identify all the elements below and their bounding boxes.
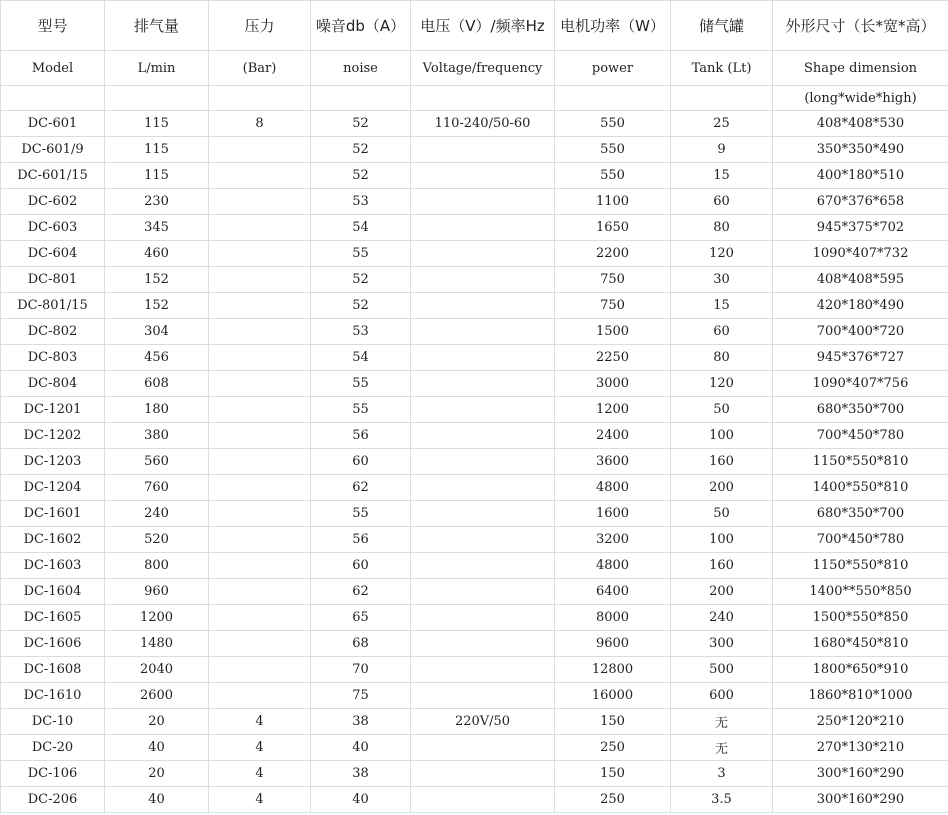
cell-noise: 60	[311, 449, 411, 475]
cell-voltage-frequency	[411, 657, 555, 683]
cell-dimensions: Shape dimension	[773, 51, 948, 86]
cell-voltage-frequency: Voltage/frequency	[411, 51, 555, 86]
cell-model: DC-206	[1, 787, 105, 813]
cell-motor-power: 150	[555, 761, 671, 787]
cell-noise: 52	[311, 111, 411, 137]
cell-voltage-frequency	[411, 475, 555, 501]
cell-dimensions: 1860*810*1000	[773, 683, 948, 709]
cell-pressure	[209, 189, 311, 215]
cell-pressure	[209, 579, 311, 605]
cell-pressure	[209, 163, 311, 189]
cell-pressure	[209, 449, 311, 475]
cell-noise: 62	[311, 579, 411, 605]
cell-tank: 80	[671, 345, 773, 371]
cell-tank: 50	[671, 397, 773, 423]
table-row	[1, 553, 948, 579]
cell-dimensions: 1150*550*810	[773, 449, 948, 475]
cell-tank: Tank (Lt)	[671, 51, 773, 86]
cell-voltage-frequency	[411, 397, 555, 423]
cell-tank: 3.5	[671, 787, 773, 813]
cell-motor-power: 150	[555, 709, 671, 735]
cell-model: DC-601/9	[1, 137, 105, 163]
table-row	[1, 709, 948, 735]
cell-pressure	[209, 267, 311, 293]
cell-noise: 54	[311, 345, 411, 371]
cell-motor-power: 2200	[555, 241, 671, 267]
cell-dimensions: 1800*650*910	[773, 657, 948, 683]
cell-voltage-frequency	[411, 735, 555, 761]
table-row	[1, 683, 948, 709]
table-row	[1, 397, 948, 423]
cell-noise: 56	[311, 527, 411, 553]
cell-dimensions: 1400*550*810	[773, 475, 948, 501]
cell-voltage-frequency	[411, 579, 555, 605]
cell-displacement: 115	[105, 163, 209, 189]
cell-dimensions: 700*450*780	[773, 423, 948, 449]
cell-noise: 53	[311, 319, 411, 345]
cell-dimensions: 1680*450*810	[773, 631, 948, 657]
cell-voltage-frequency	[411, 293, 555, 319]
cell-noise: 38	[311, 761, 411, 787]
cell-displacement: 800	[105, 553, 209, 579]
cell-pressure: 4	[209, 735, 311, 761]
cell-voltage-frequency	[411, 319, 555, 345]
cell-pressure: 8	[209, 111, 311, 137]
cell-tank: 160	[671, 553, 773, 579]
cell-tank: 25	[671, 111, 773, 137]
cell-displacement: 1200	[105, 605, 209, 631]
table-row	[1, 735, 948, 761]
cell-model: DC-802	[1, 319, 105, 345]
cell-pressure	[209, 553, 311, 579]
cell-pressure: 压力	[209, 1, 311, 51]
cell-displacement: 152	[105, 293, 209, 319]
cell-dimensions: 700*450*780	[773, 527, 948, 553]
cell-motor-power: 2400	[555, 423, 671, 449]
cell-voltage-frequency: 电压（V）/频率Hz	[411, 1, 555, 51]
cell-motor-power: 6400	[555, 579, 671, 605]
cell-dimensions: 408*408*530	[773, 111, 948, 137]
cell-displacement: 2040	[105, 657, 209, 683]
cell-tank: 无	[671, 709, 773, 735]
cell-displacement: 115	[105, 137, 209, 163]
table-row	[1, 631, 948, 657]
header-row-chinese	[1, 1, 948, 51]
cell-model: DC-1604	[1, 579, 105, 605]
cell-dimensions: 420*180*490	[773, 293, 948, 319]
cell-tank: 100	[671, 423, 773, 449]
cell-noise: 噪音db（A）	[311, 1, 411, 51]
cell-voltage-frequency	[411, 345, 555, 371]
cell-noise: 38	[311, 709, 411, 735]
cell-dimensions: 1090*407*756	[773, 371, 948, 397]
cell-dimensions: 408*408*595	[773, 267, 948, 293]
cell-pressure	[209, 683, 311, 709]
cell-displacement: 152	[105, 267, 209, 293]
cell-motor-power: 3600	[555, 449, 671, 475]
cell-noise: 68	[311, 631, 411, 657]
cell-noise: 65	[311, 605, 411, 631]
cell-displacement: 20	[105, 761, 209, 787]
cell-tank: 120	[671, 371, 773, 397]
cell-motor-power: 4800	[555, 475, 671, 501]
cell-displacement	[105, 86, 209, 111]
cell-model	[1, 86, 105, 111]
cell-noise: 54	[311, 215, 411, 241]
table-row	[1, 345, 948, 371]
cell-noise: 52	[311, 293, 411, 319]
cell-model: DC-1610	[1, 683, 105, 709]
cell-pressure	[209, 423, 311, 449]
cell-model: DC-801	[1, 267, 105, 293]
cell-voltage-frequency	[411, 137, 555, 163]
cell-motor-power	[555, 86, 671, 111]
cell-model: DC-1202	[1, 423, 105, 449]
cell-displacement: 2600	[105, 683, 209, 709]
spec-table-body	[1, 1, 948, 813]
cell-dimensions: 700*400*720	[773, 319, 948, 345]
cell-dimensions: 945*375*702	[773, 215, 948, 241]
cell-dimensions: 300*160*290	[773, 787, 948, 813]
cell-motor-power: 4800	[555, 553, 671, 579]
table-row	[1, 605, 948, 631]
cell-noise: 40	[311, 735, 411, 761]
cell-model: DC-106	[1, 761, 105, 787]
cell-dimensions: 680*350*700	[773, 397, 948, 423]
cell-tank: 80	[671, 215, 773, 241]
cell-motor-power: 3000	[555, 371, 671, 397]
cell-motor-power: 250	[555, 787, 671, 813]
cell-tank: 500	[671, 657, 773, 683]
cell-dimensions: 250*120*210	[773, 709, 948, 735]
cell-motor-power: 750	[555, 267, 671, 293]
cell-tank: 120	[671, 241, 773, 267]
cell-displacement: 230	[105, 189, 209, 215]
cell-dimensions: 外形尺寸（长*宽*高）	[773, 1, 948, 51]
cell-displacement: 排气量	[105, 1, 209, 51]
cell-model: DC-603	[1, 215, 105, 241]
cell-tank: 60	[671, 319, 773, 345]
cell-pressure	[209, 86, 311, 111]
cell-model: DC-601	[1, 111, 105, 137]
cell-noise: 52	[311, 163, 411, 189]
cell-motor-power: 16000	[555, 683, 671, 709]
table-row	[1, 475, 948, 501]
cell-displacement: 40	[105, 787, 209, 813]
cell-voltage-frequency	[411, 683, 555, 709]
cell-dimensions: 670*376*658	[773, 189, 948, 215]
cell-model: DC-1204	[1, 475, 105, 501]
table-row	[1, 137, 948, 163]
cell-pressure	[209, 319, 311, 345]
cell-motor-power: power	[555, 51, 671, 86]
cell-tank: 15	[671, 293, 773, 319]
table-row	[1, 423, 948, 449]
cell-noise: 56	[311, 423, 411, 449]
cell-model: 型号	[1, 1, 105, 51]
cell-noise: 55	[311, 241, 411, 267]
cell-motor-power: 8000	[555, 605, 671, 631]
cell-pressure: 4	[209, 761, 311, 787]
cell-dimensions: 1400**550*850	[773, 579, 948, 605]
cell-tank: 160	[671, 449, 773, 475]
cell-voltage-frequency	[411, 215, 555, 241]
cell-model: DC-602	[1, 189, 105, 215]
cell-voltage-frequency	[411, 787, 555, 813]
cell-displacement: 380	[105, 423, 209, 449]
cell-voltage-frequency	[411, 449, 555, 475]
cell-dimensions: 945*376*727	[773, 345, 948, 371]
cell-displacement: 460	[105, 241, 209, 267]
cell-noise: 52	[311, 267, 411, 293]
table-row	[1, 761, 948, 787]
cell-pressure	[209, 527, 311, 553]
cell-model: DC-1203	[1, 449, 105, 475]
cell-voltage-frequency	[411, 267, 555, 293]
cell-tank: 9	[671, 137, 773, 163]
cell-displacement: 115	[105, 111, 209, 137]
cell-pressure	[209, 345, 311, 371]
cell-motor-power: 9600	[555, 631, 671, 657]
cell-tank: 100	[671, 527, 773, 553]
cell-tank: 240	[671, 605, 773, 631]
cell-noise: 60	[311, 553, 411, 579]
cell-displacement: 560	[105, 449, 209, 475]
cell-displacement: 40	[105, 735, 209, 761]
table-row	[1, 501, 948, 527]
cell-tank: 30	[671, 267, 773, 293]
cell-voltage-frequency	[411, 761, 555, 787]
cell-motor-power: 1200	[555, 397, 671, 423]
cell-noise: 62	[311, 475, 411, 501]
cell-model: DC-803	[1, 345, 105, 371]
cell-dimensions: 270*130*210	[773, 735, 948, 761]
cell-noise	[311, 86, 411, 111]
cell-tank: 300	[671, 631, 773, 657]
cell-dimensions: (long*wide*high)	[773, 86, 948, 111]
table-row	[1, 371, 948, 397]
cell-noise: 52	[311, 137, 411, 163]
cell-model: DC-1201	[1, 397, 105, 423]
cell-model: DC-10	[1, 709, 105, 735]
cell-pressure	[209, 397, 311, 423]
cell-motor-power: 2250	[555, 345, 671, 371]
cell-dimensions: 1090*407*732	[773, 241, 948, 267]
cell-pressure	[209, 501, 311, 527]
cell-motor-power: 3200	[555, 527, 671, 553]
cell-pressure: 4	[209, 787, 311, 813]
cell-displacement: 180	[105, 397, 209, 423]
cell-model: DC-20	[1, 735, 105, 761]
table-row	[1, 527, 948, 553]
cell-tank: 50	[671, 501, 773, 527]
cell-tank: 60	[671, 189, 773, 215]
cell-displacement: 456	[105, 345, 209, 371]
table-row	[1, 579, 948, 605]
cell-voltage-frequency	[411, 241, 555, 267]
cell-model: DC-1605	[1, 605, 105, 631]
cell-dimensions: 1500*550*850	[773, 605, 948, 631]
cell-voltage-frequency	[411, 371, 555, 397]
table-row	[1, 267, 948, 293]
cell-tank: 15	[671, 163, 773, 189]
cell-motor-power: 电机功率（W）	[555, 1, 671, 51]
table-row	[1, 163, 948, 189]
cell-displacement: 1480	[105, 631, 209, 657]
cell-tank: 200	[671, 475, 773, 501]
cell-model: DC-1602	[1, 527, 105, 553]
cell-pressure	[209, 631, 311, 657]
cell-displacement: 608	[105, 371, 209, 397]
table-row	[1, 215, 948, 241]
cell-motor-power: 1650	[555, 215, 671, 241]
cell-model: DC-1606	[1, 631, 105, 657]
cell-motor-power: 750	[555, 293, 671, 319]
cell-voltage-frequency	[411, 423, 555, 449]
cell-tank: 储气罐	[671, 1, 773, 51]
cell-noise: 70	[311, 657, 411, 683]
table-row	[1, 293, 948, 319]
cell-pressure	[209, 137, 311, 163]
cell-dimensions: 350*350*490	[773, 137, 948, 163]
cell-tank: 200	[671, 579, 773, 605]
cell-dimensions: 400*180*510	[773, 163, 948, 189]
cell-voltage-frequency: 220V/50	[411, 709, 555, 735]
cell-model: DC-801/15	[1, 293, 105, 319]
cell-voltage-frequency: 110-240/50-60	[411, 111, 555, 137]
cell-pressure	[209, 475, 311, 501]
cell-pressure	[209, 657, 311, 683]
cell-motor-power: 12800	[555, 657, 671, 683]
cell-voltage-frequency	[411, 605, 555, 631]
cell-displacement: 345	[105, 215, 209, 241]
cell-motor-power: 1100	[555, 189, 671, 215]
table-row	[1, 449, 948, 475]
cell-displacement: 20	[105, 709, 209, 735]
cell-displacement: L/min	[105, 51, 209, 86]
header-row-english-sub	[1, 86, 948, 111]
cell-model: DC-804	[1, 371, 105, 397]
cell-noise: noise	[311, 51, 411, 86]
header-row-english	[1, 51, 948, 86]
cell-motor-power: 550	[555, 137, 671, 163]
cell-voltage-frequency	[411, 501, 555, 527]
cell-motor-power: 550	[555, 111, 671, 137]
cell-model: DC-604	[1, 241, 105, 267]
cell-pressure	[209, 605, 311, 631]
cell-voltage-frequency	[411, 86, 555, 111]
cell-displacement: 240	[105, 501, 209, 527]
cell-dimensions: 300*160*290	[773, 761, 948, 787]
cell-noise: 55	[311, 371, 411, 397]
cell-noise: 55	[311, 397, 411, 423]
cell-displacement: 960	[105, 579, 209, 605]
cell-noise: 55	[311, 501, 411, 527]
cell-motor-power: 550	[555, 163, 671, 189]
cell-tank: 600	[671, 683, 773, 709]
table-row	[1, 189, 948, 215]
cell-dimensions: 1150*550*810	[773, 553, 948, 579]
cell-pressure: (Bar)	[209, 51, 311, 86]
cell-motor-power: 1500	[555, 319, 671, 345]
cell-noise: 75	[311, 683, 411, 709]
cell-voltage-frequency	[411, 553, 555, 579]
table-row	[1, 657, 948, 683]
cell-model: DC-1603	[1, 553, 105, 579]
cell-voltage-frequency	[411, 527, 555, 553]
cell-motor-power: 1600	[555, 501, 671, 527]
cell-voltage-frequency	[411, 189, 555, 215]
cell-motor-power: 250	[555, 735, 671, 761]
table-row	[1, 111, 948, 137]
cell-pressure	[209, 371, 311, 397]
cell-model: DC-1608	[1, 657, 105, 683]
cell-displacement: 760	[105, 475, 209, 501]
cell-pressure: 4	[209, 709, 311, 735]
cell-model: Model	[1, 51, 105, 86]
cell-dimensions: 680*350*700	[773, 501, 948, 527]
cell-noise: 53	[311, 189, 411, 215]
cell-noise: 40	[311, 787, 411, 813]
table-row	[1, 787, 948, 813]
cell-tank	[671, 86, 773, 111]
cell-pressure	[209, 293, 311, 319]
cell-pressure	[209, 215, 311, 241]
cell-voltage-frequency	[411, 163, 555, 189]
cell-model: DC-1601	[1, 501, 105, 527]
cell-displacement: 304	[105, 319, 209, 345]
cell-tank: 3	[671, 761, 773, 787]
cell-tank: 无	[671, 735, 773, 761]
table-row	[1, 241, 948, 267]
cell-voltage-frequency	[411, 631, 555, 657]
table-row	[1, 319, 948, 345]
cell-displacement: 520	[105, 527, 209, 553]
cell-pressure	[209, 241, 311, 267]
cell-model: DC-601/15	[1, 163, 105, 189]
